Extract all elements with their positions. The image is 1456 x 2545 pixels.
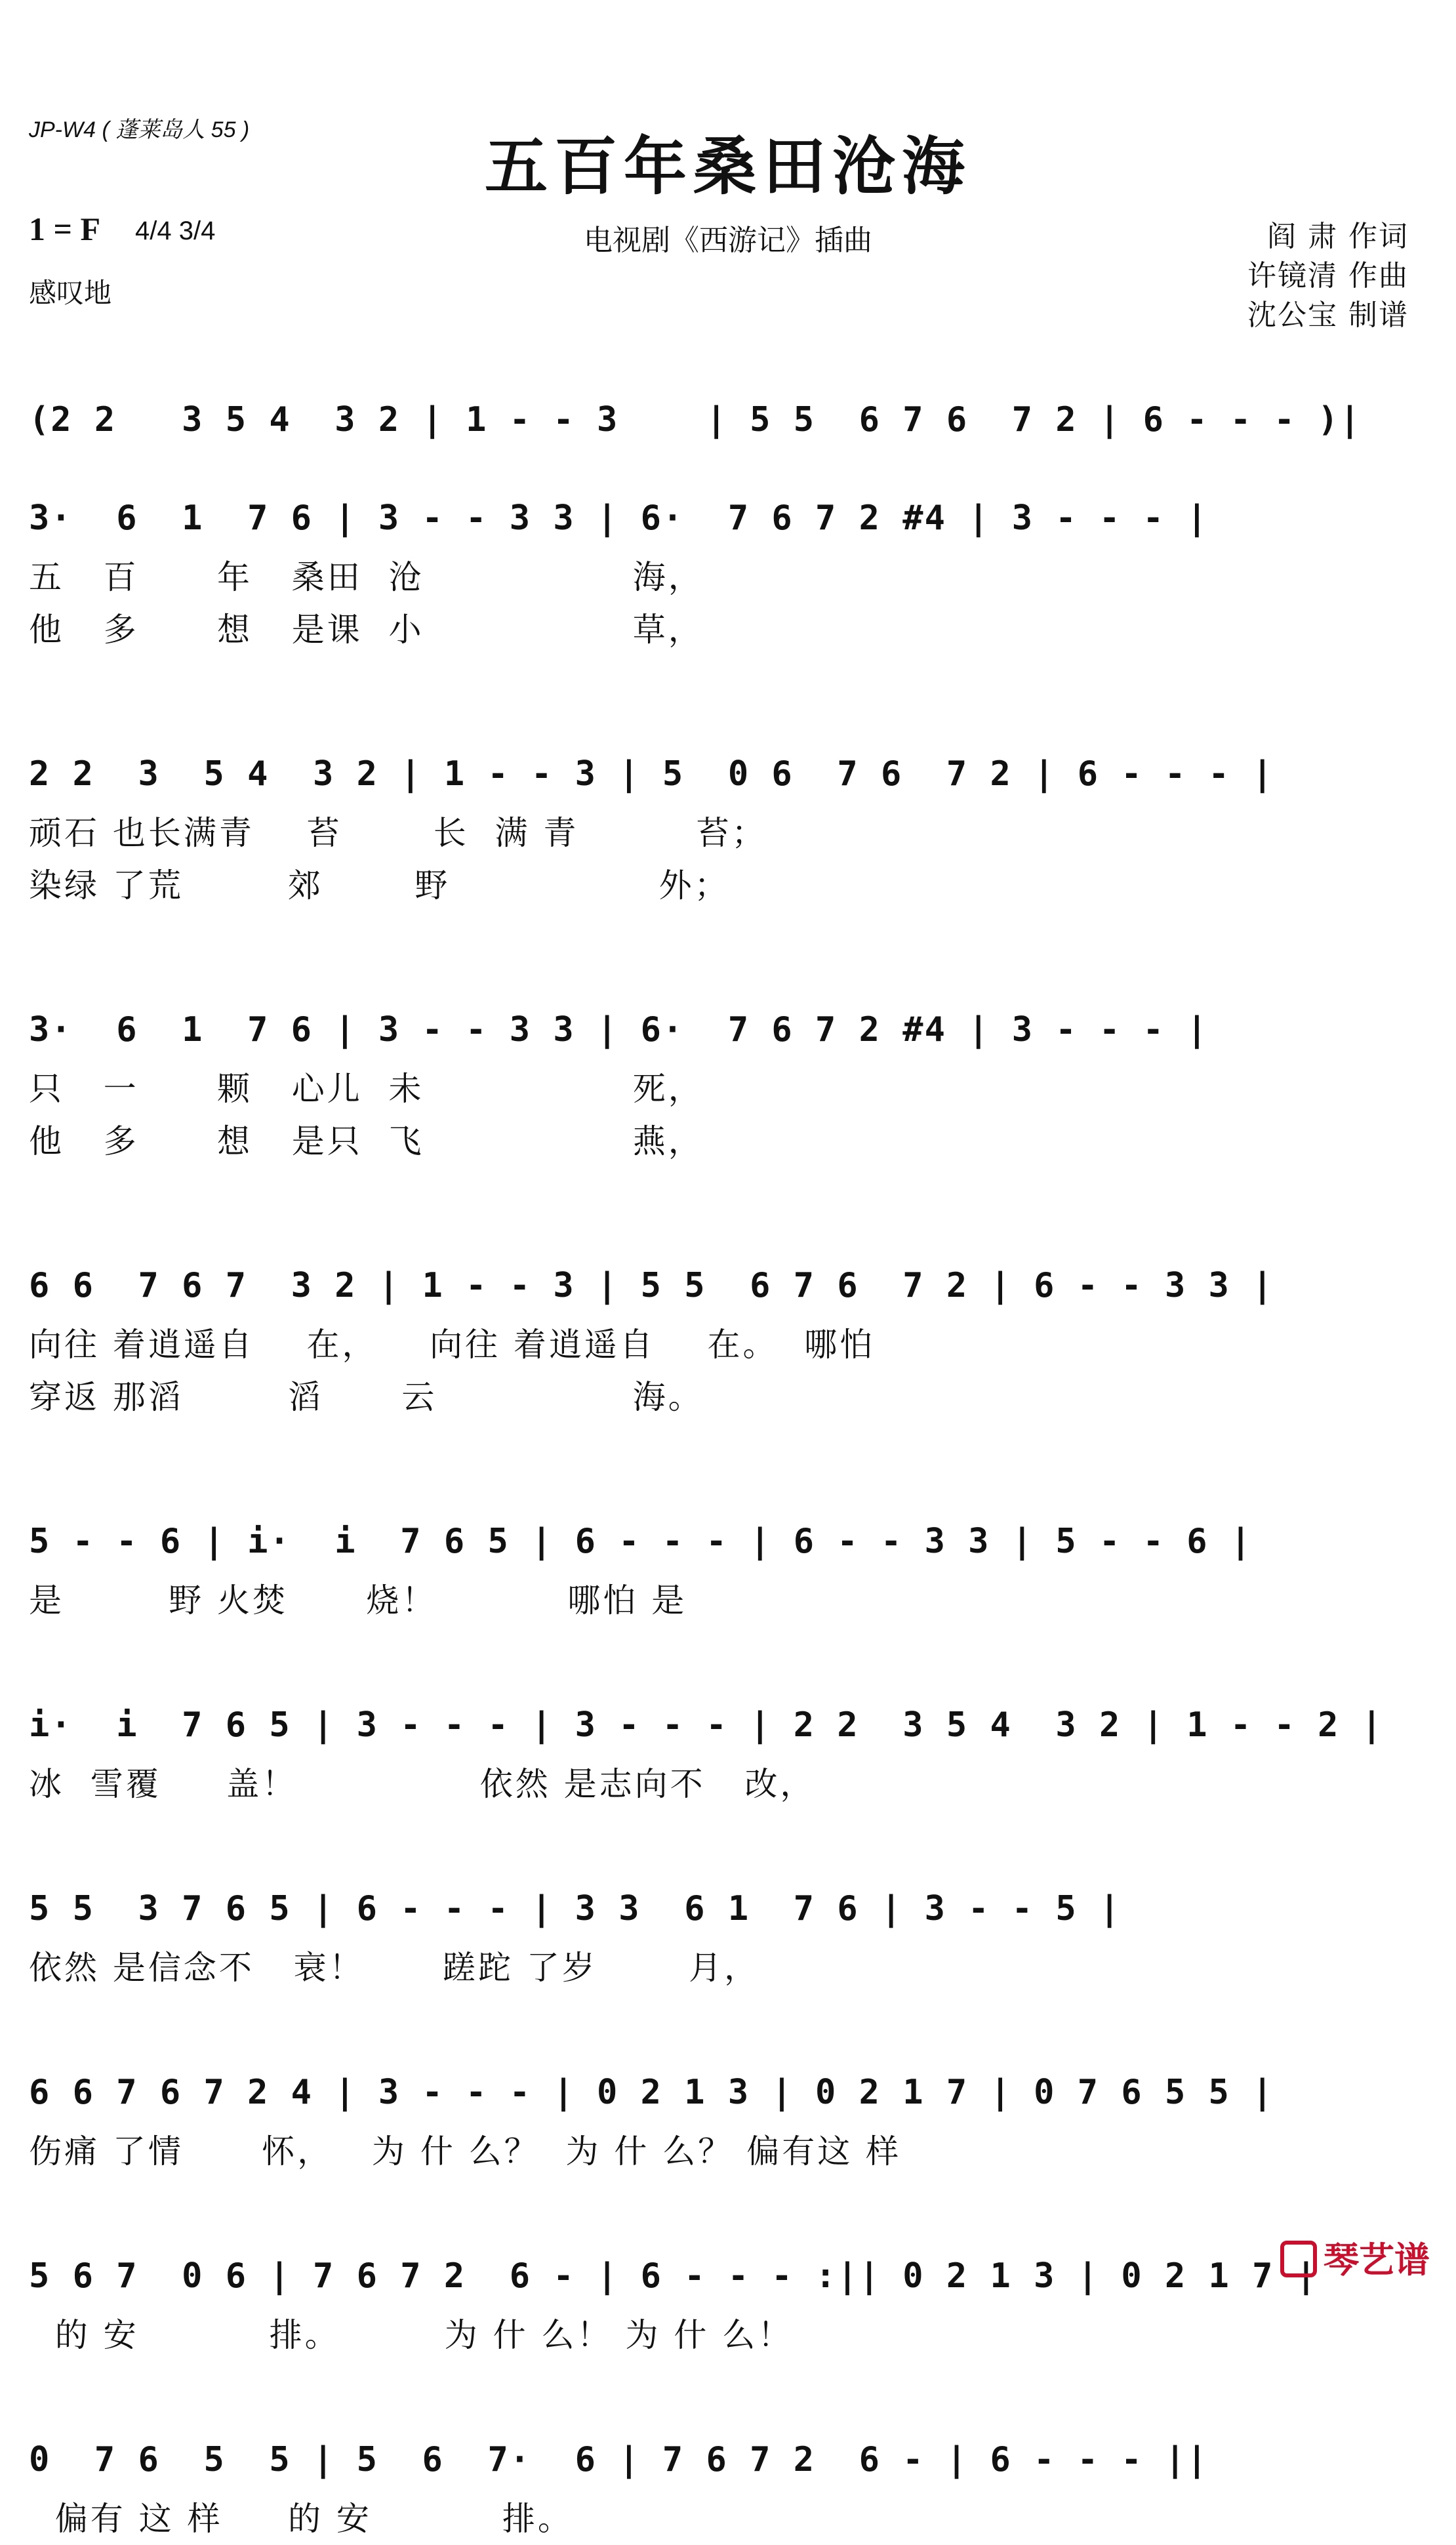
score-system [29, 2073, 1427, 2178]
notation-line: 5 6 7 0 6 | 7 6 7 2 6 - | 6 - - - :|| 0 2 1 3 | 0 2 1 7 | [29, 2256, 1318, 2296]
lyric-line: 只 一 颗 心儿 未 死， [29, 1070, 704, 1108]
lyric-line: 冰 雪覆 盖！ 依然 是志向不 改， [29, 1765, 816, 1803]
notation-line: 6 6 7 6 7 3 2 | 1 - - 3 | 5 5 6 7 6 7 2 | 6 - - 3 3 | [29, 1266, 1274, 1305]
lyricist-credit: 阎 肃 作词 [1267, 220, 1409, 253]
score-system [29, 754, 1427, 912]
key-signature: 1 = F [29, 211, 101, 247]
score-system [29, 1522, 1427, 1627]
notation-line: (2 2 3 5 4 3 2 | 1 - - 3 | 5 5 6 7 6 7 2 | 6 - - - )| [29, 400, 1362, 439]
lyric-line: 染绿 了荒 郊 野 外； [29, 866, 730, 905]
lyric-line: 他 多 想 是课 小 草， [29, 611, 704, 649]
lyric-line: 他 多 想 是只 飞 燕， [29, 1122, 704, 1160]
notation-line: 5 5 3 7 6 5 | 6 - - - | 3 3 6 1 7 6 | 3 - - 5 | [29, 1889, 1122, 1928]
score-reference: JP-W4 ( 蓬莱岛人 55 ) [29, 117, 250, 142]
song-subtitle: 电视剧《西游记》插曲 [584, 224, 872, 257]
notation-line: 3· 6 1 7 6 | 3 - - 3 3 | 6· 7 6 7 2 #4 | 3 - - - | [29, 499, 1209, 538]
lyric-line: 五 百 年 桑田 沧 海， [29, 558, 704, 596]
notation-line: i· i 7 6 5 | 3 - - - | 3 - - - | 2 2 3 5 4 3 2 | 1 - - 2 | [29, 1705, 1384, 1745]
time-signature: 4/4 3/4 [135, 216, 216, 245]
lyric-line: 依然 是信念不 衰！ 蹉跎 了岁 月， [29, 1949, 760, 1987]
notation-line: 2 2 3 5 4 3 2 | 1 - - 3 | 5 0 6 7 6 7 2 | 6 - - - | [29, 754, 1274, 794]
composer-credit: 许镜清 作曲 [1247, 259, 1409, 293]
notation-line: 3· 6 1 7 6 | 3 - - 3 3 | 6· 7 6 7 2 #4 | 3 - - - | [29, 1010, 1209, 1049]
site-logo [1280, 2232, 1430, 2283]
lyric-line: 顽石 也长满青 苔 长 满 青 苔； [29, 814, 767, 852]
notation-line: 6 6 7 6 7 2 4 | 3 - - - | 0 2 1 3 | 0 2 1 7 | 0 7 6 5 5 | [29, 2073, 1274, 2112]
notation-line: 5 - - 6 | i· i 7 6 5 | 6 - - - | 6 - - 3 3 | 5 - - 6 | [29, 1522, 1253, 1561]
score-system [29, 2256, 1427, 2361]
lyric-line: 是 野 火焚 烧！ 哪怕 是 [29, 1581, 687, 1619]
transcriber-credit: 沈公宝 制谱 [1247, 298, 1409, 332]
score-system [29, 1889, 1427, 1994]
score-system [29, 1010, 1427, 1168]
lyric-line: 的 安 排。 为 什 么！ 为 什 么！ [29, 2316, 794, 2354]
score-system [29, 1705, 1427, 1810]
score-system [29, 1266, 1427, 1423]
expression-mark: 感叹地 [29, 277, 112, 309]
logo-icon [1280, 2241, 1317, 2277]
lyric-line: 伤痛 了情 怀， 为 什 么？ 为 什 么？ 偏有这 样 [29, 2132, 902, 2170]
score-system [29, 2440, 1427, 2545]
notation-line: 0 7 6 5 5 | 5 6 7· 6 | 7 6 7 2 6 - | 6 - - - || [29, 2440, 1209, 2479]
song-title: 五百年桑田沧海 [485, 129, 971, 203]
score-system [29, 400, 1427, 453]
score-system [29, 499, 1427, 656]
lyric-line: 偏有 这 样 的 安 排。 [29, 2500, 573, 2538]
site-logo-text: 琴艺谱 [1324, 2239, 1430, 2281]
lyric-line: 向往 着逍遥自 在， 向往 着逍遥自 在。 哪怕 [29, 1326, 876, 1364]
lyric-line: 穿返 那滔 滔 云 海。 [29, 1378, 704, 1416]
